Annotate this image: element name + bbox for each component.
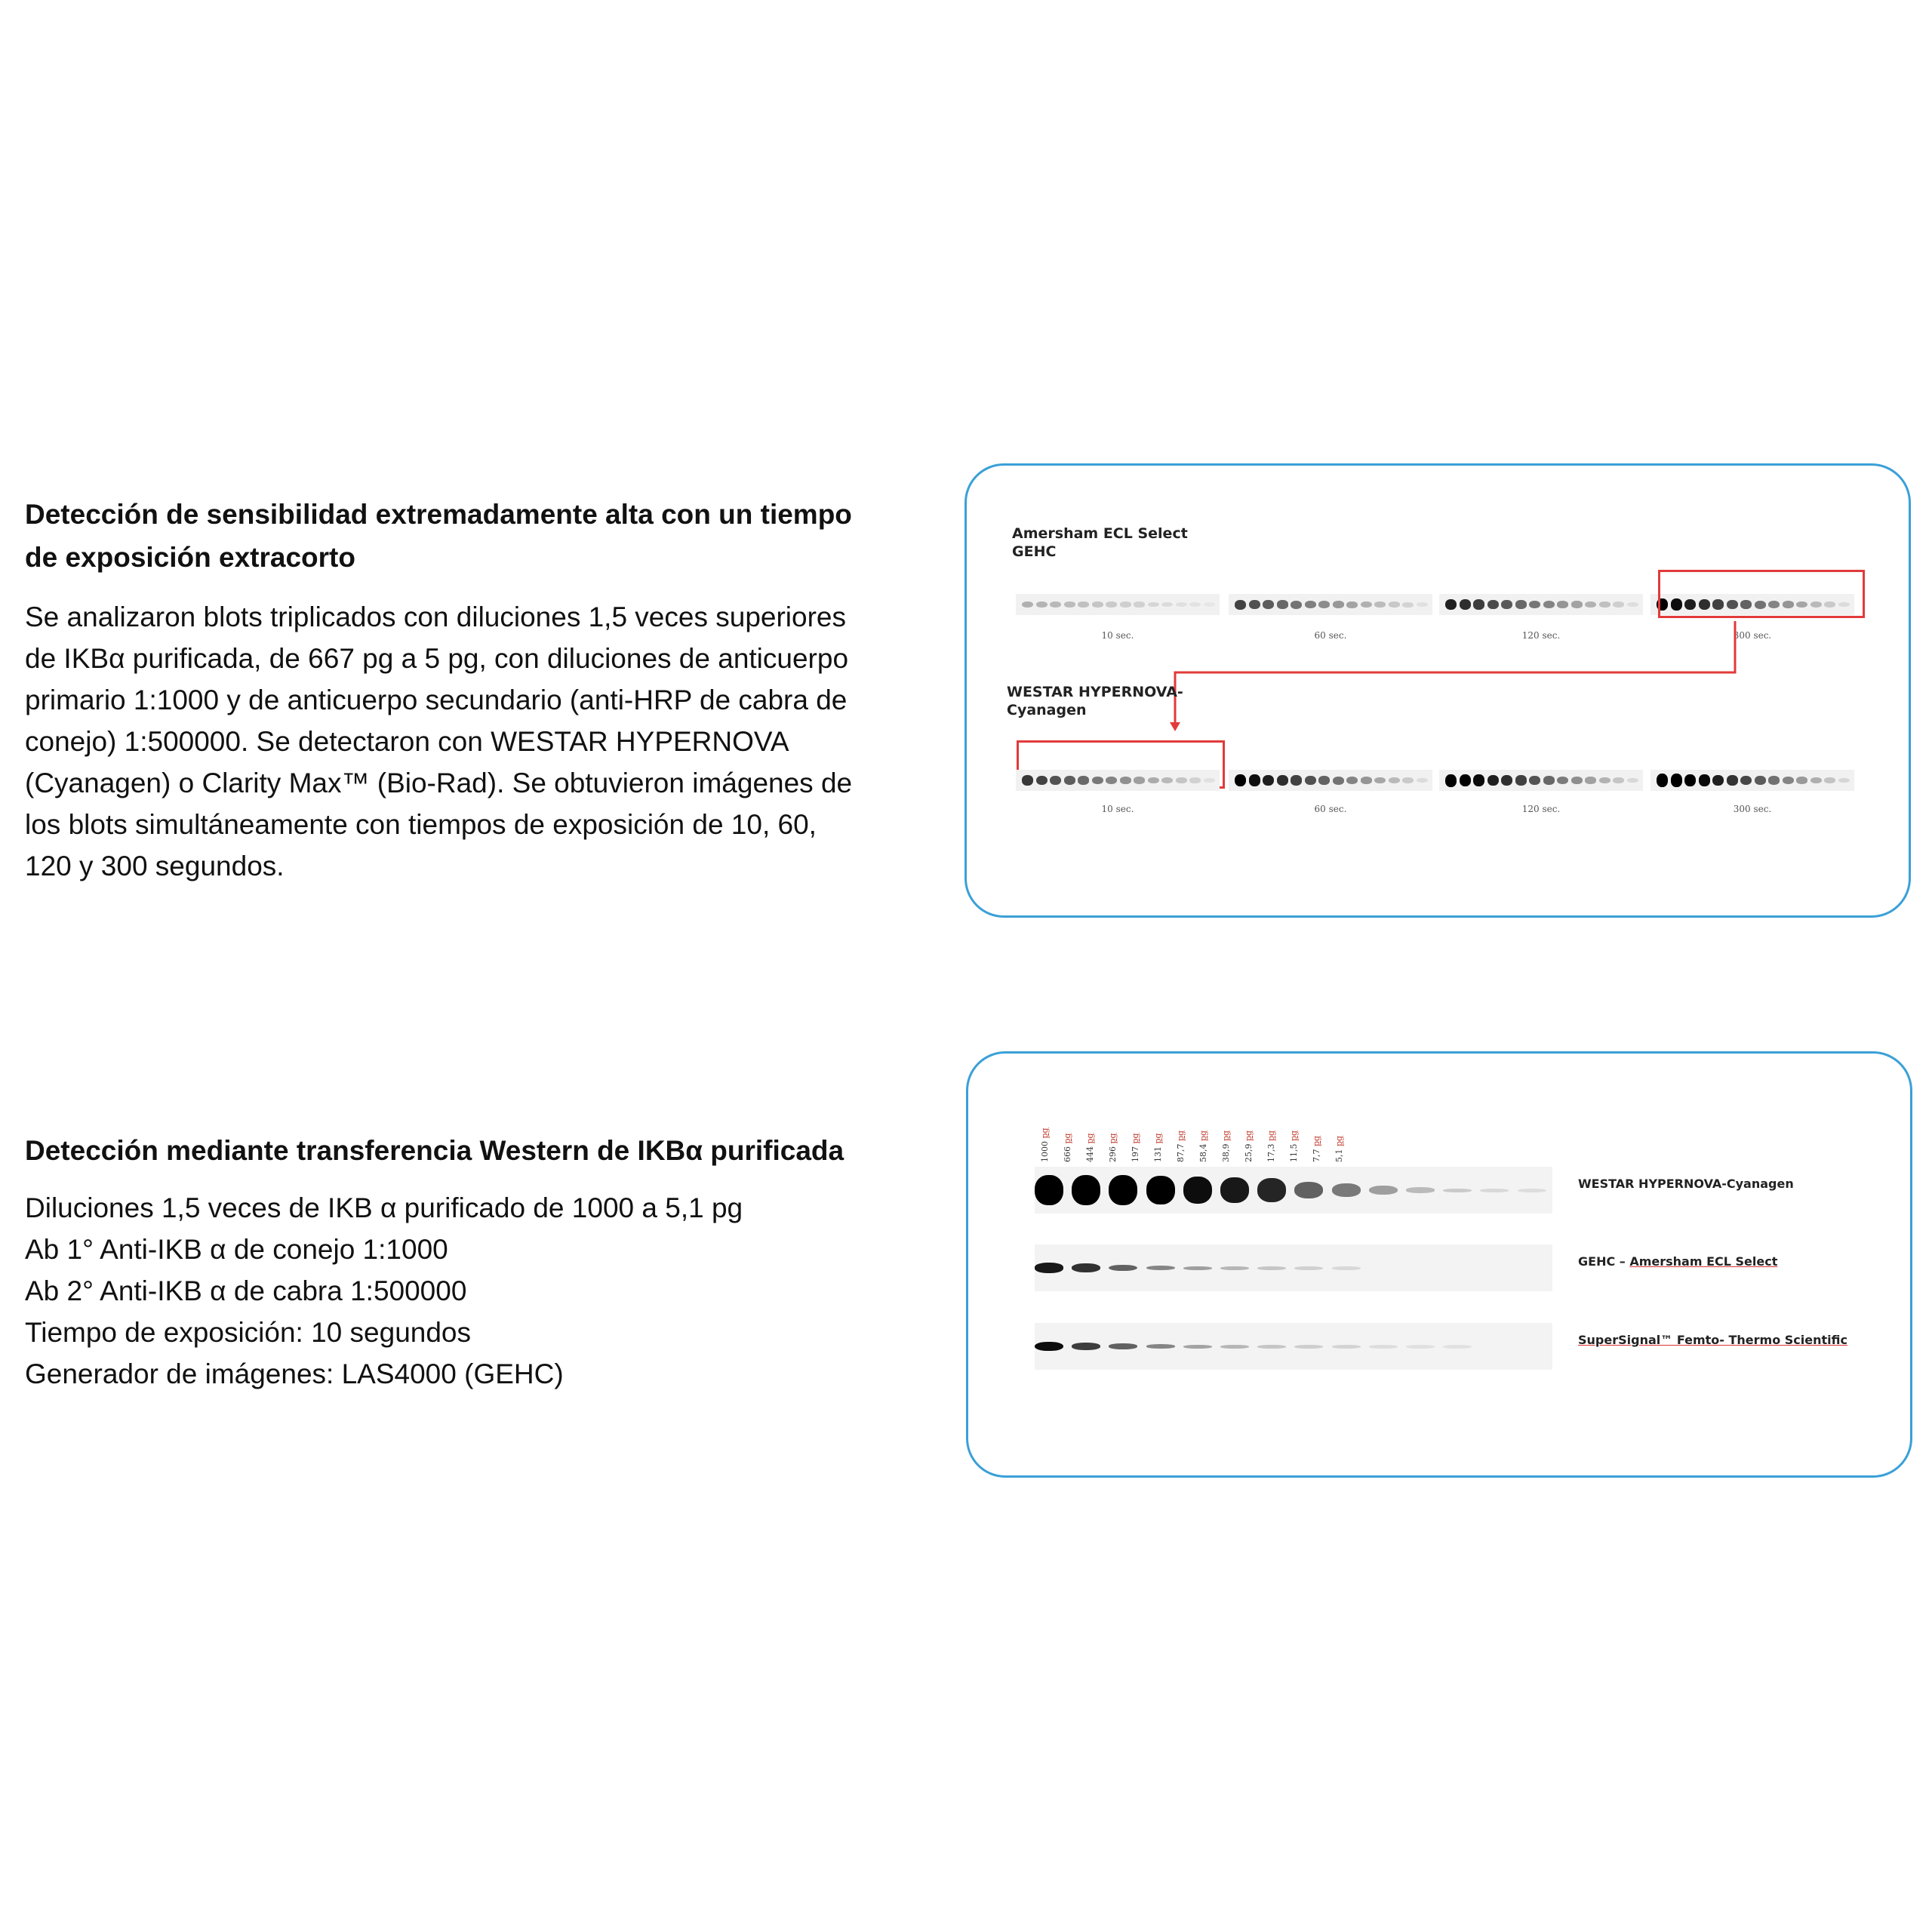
figure2-blot2-band xyxy=(1183,1266,1212,1270)
figure1-bottom-band xyxy=(1671,774,1682,786)
figure1-arrowhead xyxy=(1170,722,1180,731)
section2-body-line: Ab 1° Anti-IKB α de conejo 1:1000 xyxy=(25,1234,448,1265)
figure2-card xyxy=(966,1051,1912,1478)
section2-body xyxy=(25,1187,743,1395)
section1-title xyxy=(25,493,852,579)
figure1-top-band xyxy=(1092,601,1103,608)
figure1-bottom-band xyxy=(1768,776,1780,784)
figure2-lane-amount: 131 xyxy=(1153,1143,1163,1162)
figure2-blot3-band xyxy=(1183,1345,1212,1349)
figure1-top-band xyxy=(1318,601,1330,608)
figure2-blot1-band xyxy=(1369,1186,1398,1195)
figure1-bottom-band xyxy=(1277,775,1288,786)
figure1-bottom-band xyxy=(1291,775,1302,785)
figure2-blot2-prefix: GEHC – xyxy=(1578,1254,1630,1269)
figure2-blot3-band xyxy=(1146,1344,1175,1349)
section1-body-line: (Cyanagen) o Clarity Max™ (Bio-Rad). Se obtuvieron imágenes de xyxy=(25,768,853,798)
figure2-lane-amount: 296 xyxy=(1108,1143,1118,1162)
figure2-blot1-band xyxy=(1035,1175,1063,1205)
figure2-lane-amount: 7,7 xyxy=(1312,1146,1321,1162)
figure1-bottom-label-line1: WESTAR HYPERNOVA- xyxy=(1007,684,1183,700)
figure1-bottom-band xyxy=(1235,774,1246,786)
figure2-lane-amount: 1000 xyxy=(1040,1138,1050,1162)
figure1-top-band xyxy=(1022,601,1033,608)
figure1-top-band xyxy=(1487,600,1499,610)
figure1-bottom-label xyxy=(1007,683,1183,719)
figure2-blot2-name xyxy=(1578,1254,1777,1269)
figure1-bottom-band xyxy=(1571,777,1583,784)
figure1-bottom-band xyxy=(1445,774,1457,787)
figure2-lane-amount: 25,9 xyxy=(1244,1141,1254,1162)
figure2-lane-label xyxy=(1266,1131,1276,1162)
figure1-bottom-band xyxy=(1050,776,1061,785)
figure2-lane-unit: pg xyxy=(1131,1133,1140,1144)
figure2-lane-amount: 58,4 xyxy=(1198,1141,1208,1162)
figure1-bottom-exposure-label: 300 sec. xyxy=(1733,804,1772,814)
section1-body-line: primario 1:1000 y de anticuerpo secundario (anti-HRP de cabra de xyxy=(25,685,848,715)
figure1-bottom-band xyxy=(1657,774,1668,787)
figure1-bottom-band xyxy=(1627,778,1638,783)
figure2-blot1-band xyxy=(1109,1175,1137,1205)
figure1-top-exposure-label: 10 sec. xyxy=(1101,630,1134,641)
figure2-blot1-band xyxy=(1518,1189,1546,1192)
figure2-blot2-band xyxy=(1072,1263,1100,1272)
figure1-bottom-band xyxy=(1783,777,1794,784)
section1-title-line1: Detección de sensibilidad extremadamente alta con un tiempo xyxy=(25,499,852,530)
figure2-lane-unit: pg xyxy=(1289,1130,1299,1141)
figure1-bottom-band xyxy=(1712,775,1724,786)
figure1-top-band xyxy=(1445,599,1457,611)
section1-body-line: 120 y 300 segundos. xyxy=(25,851,285,881)
figure1-bottom-band xyxy=(1161,777,1173,783)
figure1-top-band xyxy=(1361,601,1372,608)
figure2-blot3-band xyxy=(1443,1345,1472,1349)
figure1-bottom-band xyxy=(1796,777,1807,783)
section1-body-line: Se analizaron blots triplicados con diluciones 1,5 veces superiores xyxy=(25,601,846,632)
figure2-lane-amount: 38,9 xyxy=(1221,1141,1231,1162)
figure1-bottom-band xyxy=(1318,776,1330,785)
figure1-top-band xyxy=(1189,602,1201,607)
figure2-blot2-product: Amersham ECL Select xyxy=(1629,1254,1778,1269)
figure1-top-band xyxy=(1333,601,1344,608)
section1-body-line: conejo) 1:500000. Se detectaron con WESTAR HYPERNOVA xyxy=(25,726,789,757)
figure2-lane-label xyxy=(1312,1136,1321,1162)
figure2-blot2-band xyxy=(1146,1266,1175,1270)
figure1-bottom-band xyxy=(1727,775,1738,786)
figure2-lane-unit: pg xyxy=(1108,1133,1118,1144)
figure1-top-band xyxy=(1106,601,1117,607)
figure2-blot2-band xyxy=(1332,1266,1361,1270)
figure2-lane-label xyxy=(1153,1133,1163,1162)
figure2-blot1-band xyxy=(1480,1189,1509,1192)
figure1-top-exposure-label: 300 sec. xyxy=(1733,630,1772,641)
figure1-bottom-band xyxy=(1613,777,1624,783)
figure2-lane-amount: 666 xyxy=(1063,1143,1072,1162)
figure2-lane-amount: 17,3 xyxy=(1266,1141,1276,1162)
figure1-bottom-band xyxy=(1249,774,1260,786)
figure2-lane-unit: pg xyxy=(1334,1135,1344,1146)
figure2-blot3-band xyxy=(1220,1345,1249,1349)
figure1-top-band xyxy=(1134,601,1145,607)
figure1-bottom-band xyxy=(1543,776,1555,785)
figure1-bottom-exposure-label: 10 sec. xyxy=(1101,804,1134,814)
figure2-blot3-band xyxy=(1109,1343,1137,1349)
figure1-bottom-band xyxy=(1684,774,1696,786)
figure1-bottom-exposure-label: 60 sec. xyxy=(1314,804,1347,814)
section2-title: Detección mediante transferencia Western de IKBα purificada xyxy=(25,1135,844,1166)
figure1-top-band xyxy=(1543,601,1555,608)
figure2-lane-unit: pg xyxy=(1153,1133,1163,1144)
figure1-bottom-label-line2: Cyanagen xyxy=(1007,702,1087,718)
figure2-lane-label xyxy=(1131,1133,1140,1162)
figure1-top-band xyxy=(1473,599,1484,609)
figure2-lane-label xyxy=(1063,1133,1072,1162)
figure2-blot3-product: SuperSignal™ Femto- Thermo Scientific xyxy=(1578,1333,1847,1347)
figure1-top-band xyxy=(1176,602,1187,608)
figure2-blot3-band xyxy=(1035,1342,1063,1352)
figure1-bottom-band xyxy=(1740,776,1752,786)
figure1-top-exposure-label: 120 sec. xyxy=(1521,630,1561,641)
figure1-top-band xyxy=(1627,602,1638,608)
figure1-bottom-band xyxy=(1346,777,1358,784)
figure1-bottom-band xyxy=(1460,774,1471,786)
figure1-top-band xyxy=(1585,601,1596,608)
figure2-lane-amount: 197 xyxy=(1131,1143,1140,1162)
figure2-blot1-band xyxy=(1443,1189,1472,1192)
figure2-lane-unit: pg xyxy=(1266,1130,1276,1141)
figure1-top-band xyxy=(1204,602,1215,607)
section2-body-line: Ab 2° Anti-IKB α de cabra 1:500000 xyxy=(25,1275,467,1306)
figure2-blot3-band xyxy=(1072,1343,1100,1350)
figure1-bottom-band xyxy=(1120,777,1131,784)
figure1-bottom-band xyxy=(1810,777,1822,784)
figure2-blot3-band xyxy=(1369,1345,1398,1349)
figure2-lane-unit: pg xyxy=(1244,1130,1254,1141)
section2-body-line: Tiempo de exposición: 10 segundos xyxy=(25,1317,472,1348)
figure2-lane-unit: pg xyxy=(1040,1128,1050,1139)
figure2-blot1-band xyxy=(1332,1183,1361,1197)
figure2-blot1-band xyxy=(1220,1177,1249,1203)
figure1-bottom-band xyxy=(1501,775,1512,786)
figure1-top-band xyxy=(1036,601,1048,608)
figure1-top-band xyxy=(1402,602,1414,608)
figure2-blot2-band xyxy=(1220,1266,1249,1270)
figure2-lane-unit: pg xyxy=(1198,1130,1208,1141)
figure2-lane-label xyxy=(1176,1131,1186,1162)
figure1-bottom-band xyxy=(1824,777,1835,783)
figure1-top-band xyxy=(1148,602,1159,608)
figure1-bottom-band xyxy=(1189,777,1201,783)
section1-title-line2: de exposición extracorto xyxy=(25,542,355,573)
figure2-blot2-band xyxy=(1035,1263,1063,1273)
figure1-bottom-band xyxy=(1515,775,1527,785)
figure1-top-band xyxy=(1374,601,1386,608)
figure1-top-band xyxy=(1263,600,1274,609)
figure1-top-band xyxy=(1460,599,1471,610)
figure2-blot2-band xyxy=(1257,1266,1286,1270)
figure2-blot1-band xyxy=(1146,1176,1175,1204)
figure1-top-band xyxy=(1613,601,1624,607)
figure1-bottom-band xyxy=(1487,775,1499,786)
figure1-bottom-band xyxy=(1333,777,1344,785)
figure1-top-band xyxy=(1557,601,1568,608)
figure2-blot3-band xyxy=(1294,1345,1323,1349)
figure1-bottom-band xyxy=(1036,776,1048,786)
figure2-lane-label xyxy=(1085,1133,1095,1162)
figure2-lane-label xyxy=(1334,1136,1344,1162)
figure2-lane-amount: 5,1 xyxy=(1334,1146,1344,1162)
figure2-lane-amount: 444 xyxy=(1085,1143,1095,1162)
figure1-bottom-band xyxy=(1022,775,1033,786)
figure2-lane-unit: pg xyxy=(1176,1130,1186,1141)
figure1-bottom-band xyxy=(1557,777,1568,785)
figure1-bottom-band xyxy=(1263,775,1274,786)
figure1-bottom-band xyxy=(1176,777,1187,783)
figure1-top-band xyxy=(1235,600,1246,610)
figure2-lane-unit: pg xyxy=(1085,1133,1095,1144)
figure1-bottom-band xyxy=(1402,777,1414,783)
figure2-blot1-band xyxy=(1072,1175,1100,1205)
figure1-bottom-band xyxy=(1361,777,1372,784)
figure2-lane-unit: pg xyxy=(1221,1130,1231,1141)
figure1-bottom-band xyxy=(1389,777,1400,783)
figure2-lane-unit: pg xyxy=(1312,1135,1321,1146)
figure1-top-label-line1: Amersham ECL Select xyxy=(1012,525,1188,542)
figure1-bottom-band xyxy=(1529,776,1540,785)
figure2-blot3-band xyxy=(1406,1345,1435,1349)
figure1-bottom-band xyxy=(1305,776,1316,785)
figure2-lane-label xyxy=(1198,1131,1208,1162)
figure1-top-band xyxy=(1599,601,1611,608)
figure1-bottom-exposure-label: 120 sec. xyxy=(1521,804,1561,814)
figure2-blot1-band xyxy=(1183,1177,1212,1204)
figure1-top-band xyxy=(1050,601,1061,608)
figure1-top-band xyxy=(1417,602,1428,608)
figure1-top-band xyxy=(1078,601,1089,608)
figure1-bottom-band xyxy=(1585,777,1596,783)
section2-body-line: Diluciones 1,5 veces de IKB α purificado de 1000 a 5,1 pg xyxy=(25,1192,743,1223)
figure1-top-label xyxy=(1012,525,1188,561)
figure1-top-band xyxy=(1277,600,1288,609)
figure2-lane-label xyxy=(1244,1131,1254,1162)
section1-body xyxy=(25,596,852,887)
figure2-blot2-band xyxy=(1294,1266,1323,1270)
figure1-card xyxy=(964,463,1911,918)
figure1-bottom-band xyxy=(1473,774,1484,786)
figure1-top-band xyxy=(1571,601,1583,608)
figure1-top-band xyxy=(1291,601,1302,609)
figure2-blot1-band xyxy=(1257,1178,1286,1202)
figure2-blot3-band xyxy=(1257,1345,1286,1349)
figure1-bottom-band xyxy=(1204,778,1215,783)
figure1-bottom-band xyxy=(1134,777,1145,783)
figure1-top-exposure-label: 60 sec. xyxy=(1314,630,1347,641)
figure1-top-band xyxy=(1501,600,1512,609)
figure1-highlight-top xyxy=(1658,570,1865,618)
section2-body-line: Generador de imágenes: LAS4000 (GEHC) xyxy=(25,1358,564,1389)
figure1-top-band xyxy=(1389,601,1400,608)
figure2-lane-label xyxy=(1289,1131,1299,1162)
figure2-lane-label xyxy=(1221,1131,1231,1162)
figure2-lane-unit: pg xyxy=(1063,1133,1072,1144)
figure2-lane-label xyxy=(1040,1128,1050,1162)
figure1-bottom-band xyxy=(1106,777,1117,784)
figure1-top-band xyxy=(1064,601,1075,608)
figure2-blot3-name xyxy=(1578,1333,1847,1347)
section1-body-line: los blots simultáneamente con tiempos de exposición de 10, 60, xyxy=(25,809,817,840)
figure1-bottom-band xyxy=(1838,778,1850,783)
figure1-bottom-band xyxy=(1148,777,1159,784)
figure1-bottom-band xyxy=(1064,776,1075,785)
figure1-bottom-band xyxy=(1599,777,1611,783)
figure2-lane-amount: 87,7 xyxy=(1176,1141,1186,1162)
figure1-top-label-line2: GEHC xyxy=(1012,543,1057,560)
figure1-bottom-band xyxy=(1078,776,1089,784)
figure2-lane-amount: 11,5 xyxy=(1289,1141,1299,1162)
figure1-bottom-band xyxy=(1417,778,1428,783)
figure2-blot3-band xyxy=(1332,1345,1361,1349)
figure1-top-band xyxy=(1249,600,1260,610)
figure2-blot1-band xyxy=(1294,1182,1323,1198)
figure1-top-band xyxy=(1305,601,1316,609)
figure2-lane-label xyxy=(1108,1133,1118,1162)
figure1-bottom-band xyxy=(1699,774,1710,786)
figure1-top-band xyxy=(1346,601,1358,608)
section1-body-line: de IKBα purificada, de 667 pg a 5 pg, con diluciones de anticuerpo xyxy=(25,643,849,674)
figure1-top-band xyxy=(1515,600,1527,608)
figure1-top-band xyxy=(1120,601,1131,607)
figure2-blot1-band xyxy=(1406,1187,1435,1192)
figure1-bottom-band xyxy=(1755,776,1766,785)
figure1-bottom-band xyxy=(1092,777,1103,785)
figure2-blot1-name: WESTAR HYPERNOVA-Cyanagen xyxy=(1578,1177,1794,1191)
